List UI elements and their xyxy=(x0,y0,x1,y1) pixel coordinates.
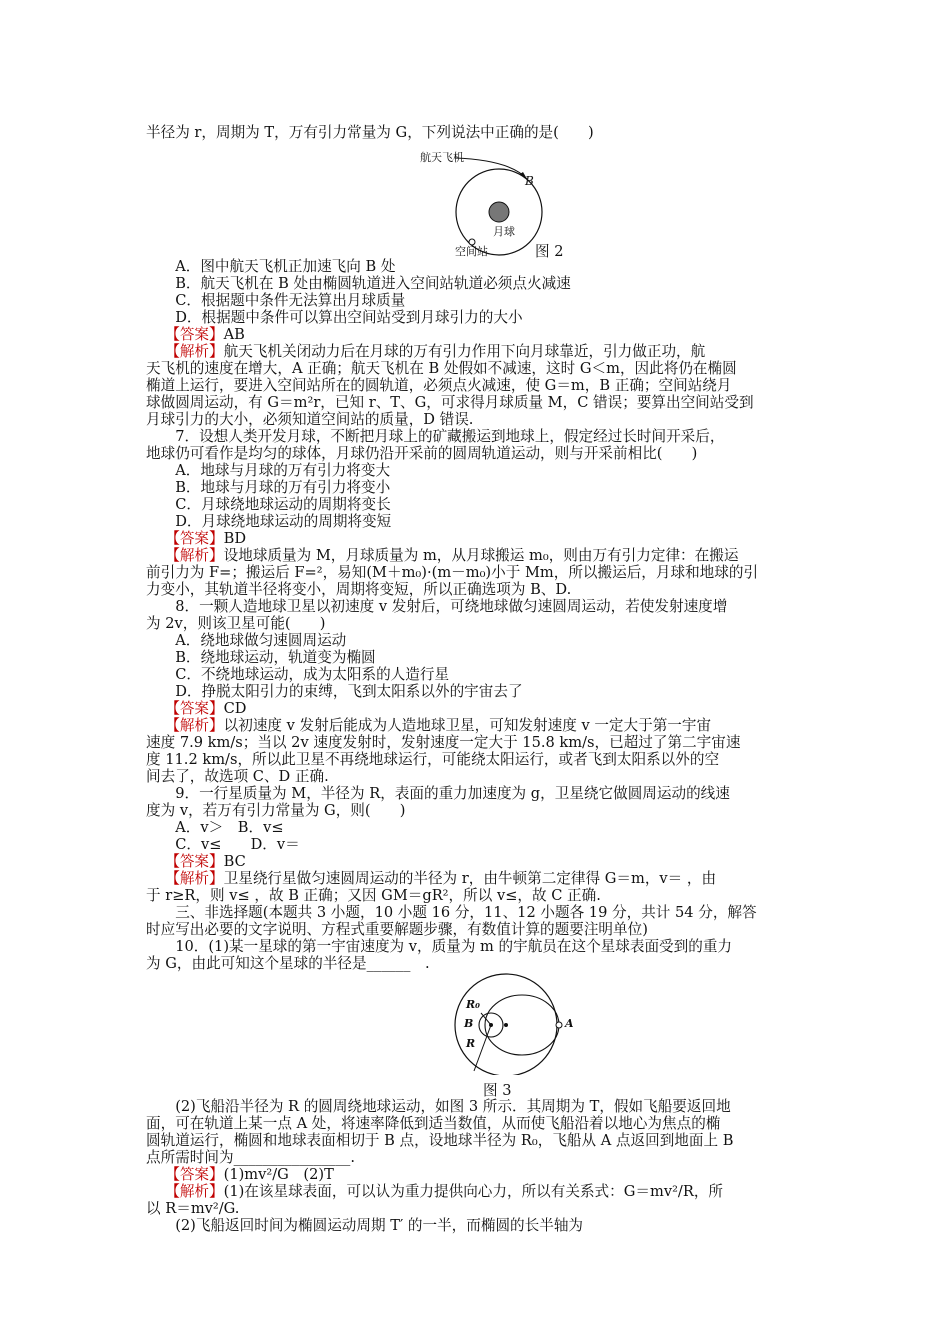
r-line xyxy=(474,1025,491,1071)
option-b: B．地球与月球的万有引力将变小 xyxy=(146,479,391,496)
text-line: 地球仍可看作是均匀的球体，月球仍沿开采前的圆周轨道运动，则与开采前相比( ) xyxy=(146,445,698,462)
analysis-tag: 【解析】 xyxy=(165,547,224,564)
text-line: 时应写出必要的文字说明、方程式重要解题步骤，有数值计算的题要注明单位) xyxy=(146,921,648,938)
text-line: 力变小，其轨道半径将变小，周期将变短，所以正确选项为 B、D. xyxy=(146,581,572,598)
analysis-text: 航天飞机关闭动力后在月球的万有引力作用下向月球靠近，引力做正功，航 xyxy=(223,343,706,360)
analysis-tag: 【解析】 xyxy=(165,343,224,360)
figure-3-diagram xyxy=(436,973,566,1075)
moon xyxy=(489,202,509,222)
analysis-line xyxy=(146,1183,723,1200)
text-line: 月球引力的大小，必须知道空间站的质量，D 错误. xyxy=(146,411,474,428)
answer-tag: 【答案】 xyxy=(165,1166,224,1183)
analysis-line xyxy=(146,547,738,564)
orbit-center xyxy=(504,1023,508,1027)
option-b: B．航天飞机在 B 处由椭圆轨道进入空间站轨道必须点火减速 xyxy=(146,275,571,292)
text-line: 点所需时间为________________. xyxy=(146,1149,355,1166)
analysis-tag: 【解析】 xyxy=(165,1183,224,1200)
option-c: C．月球绕地球运动的周期将变长 xyxy=(146,496,391,513)
text-line: 面，可在轨道上某一点 A 处，将速率降低到适当数值，从而使飞船沿着以地心为焦点的椭 xyxy=(146,1115,721,1132)
r0-line xyxy=(481,1013,491,1025)
figure-3 xyxy=(436,973,574,1075)
answer-tag: 【答案】 xyxy=(165,530,224,547)
text-line: 度 11.2 km/s，所以此卫星不再绕地球运行，可能绕太阳运行，或者飞到太阳系以外的空 xyxy=(146,751,720,768)
text-line: 前引力为 F=；搬运后 F=²，易知(M＋m₀)·(m－m₀)小于 Mm，所以搬运后，月球和地球的引 xyxy=(146,564,759,581)
text-line: 椭道上运行，要进入空间站所在的圆轨道，必须点火减速，使 G＝m，B 正确；空间站绕月 xyxy=(146,377,732,394)
analysis-text: 设地球质量为 M，月球质量为 m，从月球搬运 m₀，则由万有引力定律：在搬运 xyxy=(223,547,739,564)
answer-value: AB xyxy=(223,326,245,343)
question-10-stem: 10．(1)某一星球的第一宇宙速度为 v，质量为 m 的宇航员在这个星球表面受到的重力 xyxy=(146,938,733,955)
analysis-tag: 【解析】 xyxy=(165,717,224,734)
shuttle-trajectory xyxy=(455,158,527,179)
question-7-stem: 7．设想人类开发月球，不断把月球上的矿藏搬运到地球上，假定经过长时间开采后， xyxy=(146,428,725,445)
moon-label: 月球 xyxy=(493,225,515,238)
text-line: 于 r≥R，则 v≤ ，故 B 正确；又因 GM＝gR²，所以 v≤，故 C 正确. xyxy=(146,887,601,904)
answer-tag: 【答案】 xyxy=(165,326,224,343)
options-cd: C．v≤ D．v＝ xyxy=(146,836,300,853)
answer-line xyxy=(146,853,246,870)
r0-label: R₀ xyxy=(466,998,480,1011)
point-a xyxy=(556,1022,562,1028)
text-line: 以 R＝mv²/G. xyxy=(146,1200,240,1217)
question-10-part2: (2)飞船沿半径为 R 的圆周绕地球运动，如图 3 所示．其周期为 T，假如飞船要返回地 xyxy=(146,1098,731,1115)
r-label: R xyxy=(466,1037,476,1050)
option-a: A．地球与月球的万有引力将变大 xyxy=(146,462,391,479)
answer-value: BD xyxy=(223,530,247,547)
question-9-stem: 9．一行星质量为 M，半径为 R，表面的重力加速度为 g，卫星绕它做圆周运动的线速 xyxy=(146,785,730,802)
text-line: 球做圆周运动，有 G＝m²r，已知 r、T、G，可求得月球质量 M，C 错误；要算出空间站受到 xyxy=(146,394,754,411)
text-line: 速度 7.9 km/s；当以 2v 速度发射时，发射速度一定大于 15.8 km/s，已超过了第二宇宙速 xyxy=(146,734,741,751)
answer-line xyxy=(146,530,246,547)
option-c: C．根据题中条件无法算出月球质量 xyxy=(146,292,406,309)
station-label: 空间站 xyxy=(455,245,488,258)
analysis-text: (1)在该星球表面，可以认为重力提供向心力，所以有关系式：G＝mv²/R，所 xyxy=(223,1183,724,1200)
answer-line xyxy=(146,326,245,343)
text-line: 度为 v，若万有引力常量为 G，则( ) xyxy=(146,802,406,819)
option-d: D．挣脱太阳引力的束缚，飞到太阳系以外的宇宙去了 xyxy=(146,683,523,700)
option-d: D．根据题中条件可以算出空间站受到月球引力的大小 xyxy=(146,309,523,326)
section-heading: 三、非选择题(本题共 3 小题，10 小题 16 分，11、12 小题各 19 分，共计 54 分，解答 xyxy=(146,904,757,921)
text-line: 间去了，故选项 C、D 正确. xyxy=(146,768,329,785)
point-a-label: A xyxy=(565,1017,574,1030)
option-a: A．图中航天飞机正加速飞向 B 处 xyxy=(146,258,396,275)
analysis-line xyxy=(146,717,711,734)
text-line: 圆轨道运行，椭圆和地球表面相切于 B 点，设地球半径为 R₀，飞船从 A 点返回到地面上 B xyxy=(146,1132,734,1149)
shuttle-label: 航天飞机 xyxy=(420,151,464,164)
analysis-line xyxy=(146,870,716,887)
option-a: A．绕地球做匀速圆周运动 xyxy=(146,632,347,649)
options-ab: A．v＞ B．v≤ xyxy=(146,819,284,836)
analysis-line xyxy=(146,343,705,360)
question-6-stem: 半径为 r，周期为 T，万有引力常量为 G，下列说法中正确的是( ) xyxy=(146,124,594,141)
answer-line xyxy=(146,1166,334,1183)
text-line: 为 G，由此可知这个星球的半径是______ . xyxy=(146,955,430,972)
answer-line xyxy=(146,700,247,717)
figure-3-caption: 图 3 xyxy=(483,1082,512,1099)
option-b: B．绕地球运动，轨道变为椭圆 xyxy=(146,649,376,666)
analysis-text: 卫星绕行星做匀速圆周运动的半径为 r，由牛顿第二定律得 G＝m，v＝ ，由 xyxy=(223,870,717,887)
answer-tag: 【答案】 xyxy=(165,853,224,870)
point-b-label: B xyxy=(525,174,534,188)
question-8-stem: 8．一颗人造地球卫星以初速度 v 发射后，可绕地球做匀速圆周运动，若使发射速度增 xyxy=(146,598,728,615)
answer-tag: 【答案】 xyxy=(165,700,224,717)
text-line: 为 2v，则该卫星可能( ) xyxy=(146,615,326,632)
point-b-label: B xyxy=(464,1017,474,1030)
text-line: (2)飞船返回时间为椭圆运动周期 T′ 的一半，而椭圆的长半轴为 xyxy=(146,1217,584,1234)
option-c: C．不绕地球运动，成为太阳系的人造行星 xyxy=(146,666,450,683)
answer-value: (1)mv²/G (2)T xyxy=(223,1166,334,1183)
figure-2-caption: 图 2 xyxy=(535,243,564,260)
analysis-text: 以初速度 v 发射后能成为人造地球卫星，可知发射速度 v 一定大于第一宇宙 xyxy=(223,717,712,734)
text-line: 天飞机的速度在增大，A 正确；航天飞机在 B 处假如不减速，这时 G＜m，因此将仍在椭圆 xyxy=(146,360,737,377)
option-d: D．月球绕地球运动的周期将变短 xyxy=(146,513,392,530)
answer-value: CD xyxy=(223,700,247,717)
answer-value: BC xyxy=(223,853,246,870)
elliptical-orbit xyxy=(485,995,559,1055)
analysis-tag: 【解析】 xyxy=(165,870,224,887)
